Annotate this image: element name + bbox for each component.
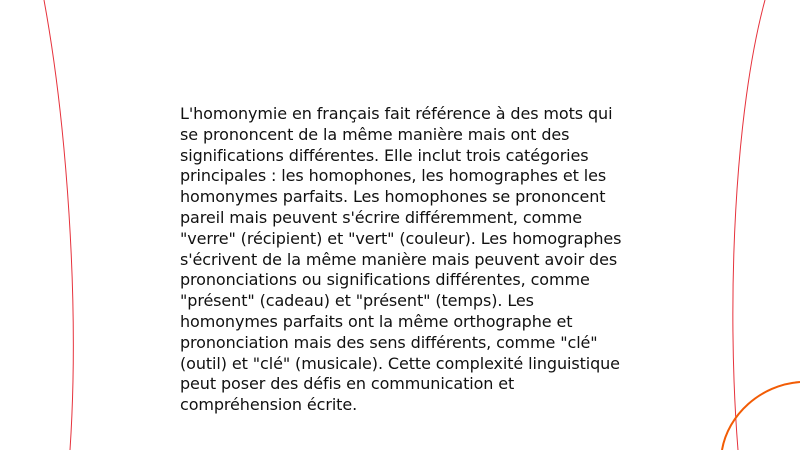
body-paragraph: L'homonymie en français fait référence à des mots qui se prononcent de la même manière mais ont des significations différentes. Elle inclut trois catégories principales : les homophones, les homographes et les homonymes parfaits. Les homophones se prononcent pareil mais peuvent s'écrire différemment, comme "verre" (récipient) et "vert" (couleur). Les homographes s'écrivent de la même manière mais peuvent avoir des prononciations ou significations différentes, comme "présent" (cadeau) et "présent" (temps). Les homonymes parfaits ont la même orthographe et prononciation mais des sens différents, comme "clé" (outil) et "clé" (musicale). Cette complexité linguistique peut poser des défis en communication et compréhension écrite. [180, 104, 622, 415]
right-arc [733, 0, 765, 450]
orange-circle-arc [722, 382, 800, 450]
left-arc [44, 0, 73, 450]
